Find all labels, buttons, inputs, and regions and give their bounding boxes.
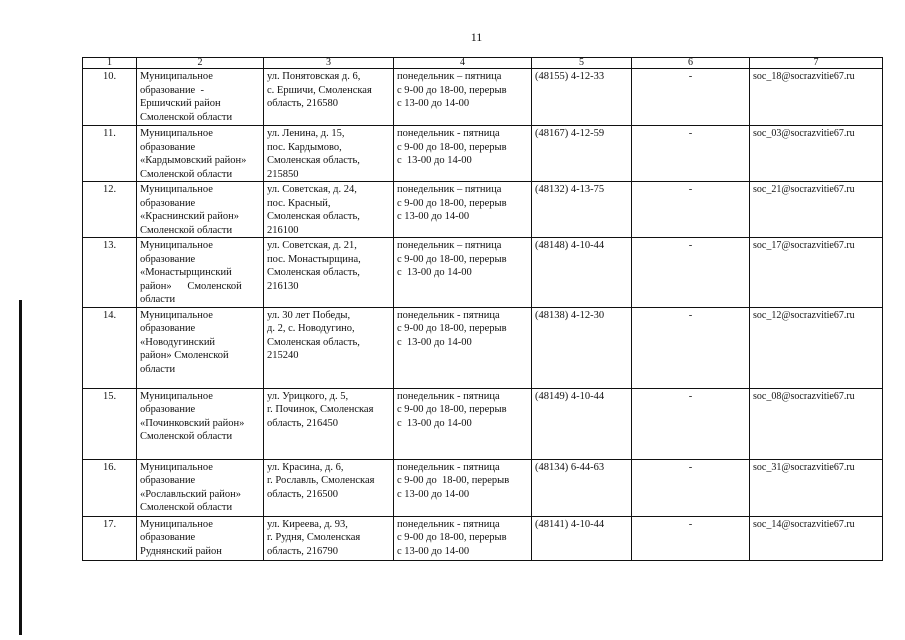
row-number: 15. [83,388,137,459]
hours-cell: понедельник - пятница с 9-00 до 18-00, перерыв с 13-00 до 14-00 [394,126,532,182]
hours-cell: понедельник – пятница с 9-00 до 18-00, перерыв с 13-00 до 14-00 [394,238,532,308]
organization-cell: Муниципальное образование «Починковский район» Смоленской области [137,388,264,459]
column-6-cell: - [632,182,750,238]
address-cell: ул. Понятовская д. 6, с. Ершичи, Смоленская область, 216580 [264,69,394,126]
phone-cell: (48132) 4-13-75 [532,182,632,238]
column-6-cell: - [632,459,750,516]
table-row [83,238,883,308]
email-cell: soc_17@socrazvitie67.ru [750,238,883,308]
column-number: 2 [137,58,264,69]
page-number: 11 [470,30,483,44]
email-cell: soc_03@socrazvitie67.ru [750,126,883,182]
table-row [83,69,883,126]
organization-cell: Муниципальное образование «Кардымовский район» Смоленской области [137,126,264,182]
address-cell: ул. Советская, д. 21, пос. Монастырщина, Смоленская область, 216130 [264,238,394,308]
column-number: 4 [394,58,532,69]
address-cell: ул. Урицкого, д. 5, г. Починок, Смоленская область, 216450 [264,388,394,459]
email-cell: soc_21@socrazvitie67.ru [750,182,883,238]
table-row [83,388,883,459]
row-number: 14. [83,307,137,388]
column-number: 7 [750,58,883,69]
column-number: 6 [632,58,750,69]
email-cell: soc_31@socrazvitie67.ru [750,459,883,516]
table-row [83,307,883,388]
column-6-cell: - [632,388,750,459]
column-number: 3 [264,58,394,69]
column-6-cell: - [632,238,750,308]
address-cell: ул. Ленина, д. 15, пос. Кардымово, Смоленская область, 215850 [264,126,394,182]
row-number: 12. [83,182,137,238]
row-number: 13. [83,238,137,308]
phone-cell: (48167) 4-12-59 [532,126,632,182]
column-number: 1 [83,58,137,69]
email-cell: soc_18@socrazvitie67.ru [750,69,883,126]
phone-cell: (48148) 4-10-44 [532,238,632,308]
column-6-cell: - [632,69,750,126]
table-row [83,182,883,238]
row-number: 11. [83,126,137,182]
address-cell: ул. 30 лет Победы, д. 2, с. Новодугино, Смоленская область, 215240 [264,307,394,388]
address-cell: ул. Советская, д. 24, пос. Красный, Смоленская область, 216100 [264,182,394,238]
email-cell: soc_12@socrazvitie67.ru [750,307,883,388]
hours-cell: понедельник - пятница с 9-00 до 18-00, перерыв с 13-00 до 14-00 [394,307,532,388]
hours-cell: понедельник – пятница с 9-00 до 18-00, перерыв с 13-00 до 14-00 [394,69,532,126]
hours-cell: понедельник – пятница с 9-00 до 18-00, перерыв с 13-00 до 14-00 [394,182,532,238]
column-6-cell: - [632,516,750,560]
organization-cell: Муниципальное образование «Новодугинский район» Смоленской области [137,307,264,388]
organization-cell: Муниципальное образование Руднянский район [137,516,264,560]
column-number: 5 [532,58,632,69]
organization-cell: Муниципальное образование «Рославльский район» Смоленской области [137,459,264,516]
phone-cell: (48134) 6-44-63 [532,459,632,516]
row-number: 17. [83,516,137,560]
organization-cell: Муниципальное образование «Краснинский район» Смоленской области [137,182,264,238]
organization-cell: Муниципальное образование «Монастырщинский район» Смоленской области [137,238,264,308]
phone-cell: (48149) 4-10-44 [532,388,632,459]
email-cell: soc_08@socrazvitie67.ru [750,388,883,459]
table-row [83,516,883,560]
hours-cell: понедельник - пятница с 9-00 до 18-00, перерыв с 13-00 до 14-00 [394,516,532,560]
page-edge-mark [19,300,22,635]
phone-cell: (48141) 4-10-44 [532,516,632,560]
row-number: 16. [83,459,137,516]
hours-cell: понедельник - пятница с 9-00 до 18-00, перерыв с 13-00 до 14-00 [394,388,532,459]
address-cell: ул. Красина, д. 6, г. Рославль, Смоленская область, 216500 [264,459,394,516]
column-number-row [83,58,883,69]
table-row [83,126,883,182]
phone-cell: (48138) 4-12-30 [532,307,632,388]
column-6-cell: - [632,307,750,388]
hours-cell: понедельник - пятница с 9-00 до 18-00, перерыв с 13-00 до 14-00 [394,459,532,516]
organization-cell: Муниципальное образование - Ершичский район Смоленской области [137,69,264,126]
column-6-cell: - [632,126,750,182]
row-number: 10. [83,69,137,126]
phone-cell: (48155) 4-12-33 [532,69,632,126]
table-row [83,459,883,516]
services-table [82,57,883,561]
email-cell: soc_14@socrazvitie67.ru [750,516,883,560]
address-cell: ул. Киреева, д. 93, г. Рудня, Смоленская область, 216790 [264,516,394,560]
